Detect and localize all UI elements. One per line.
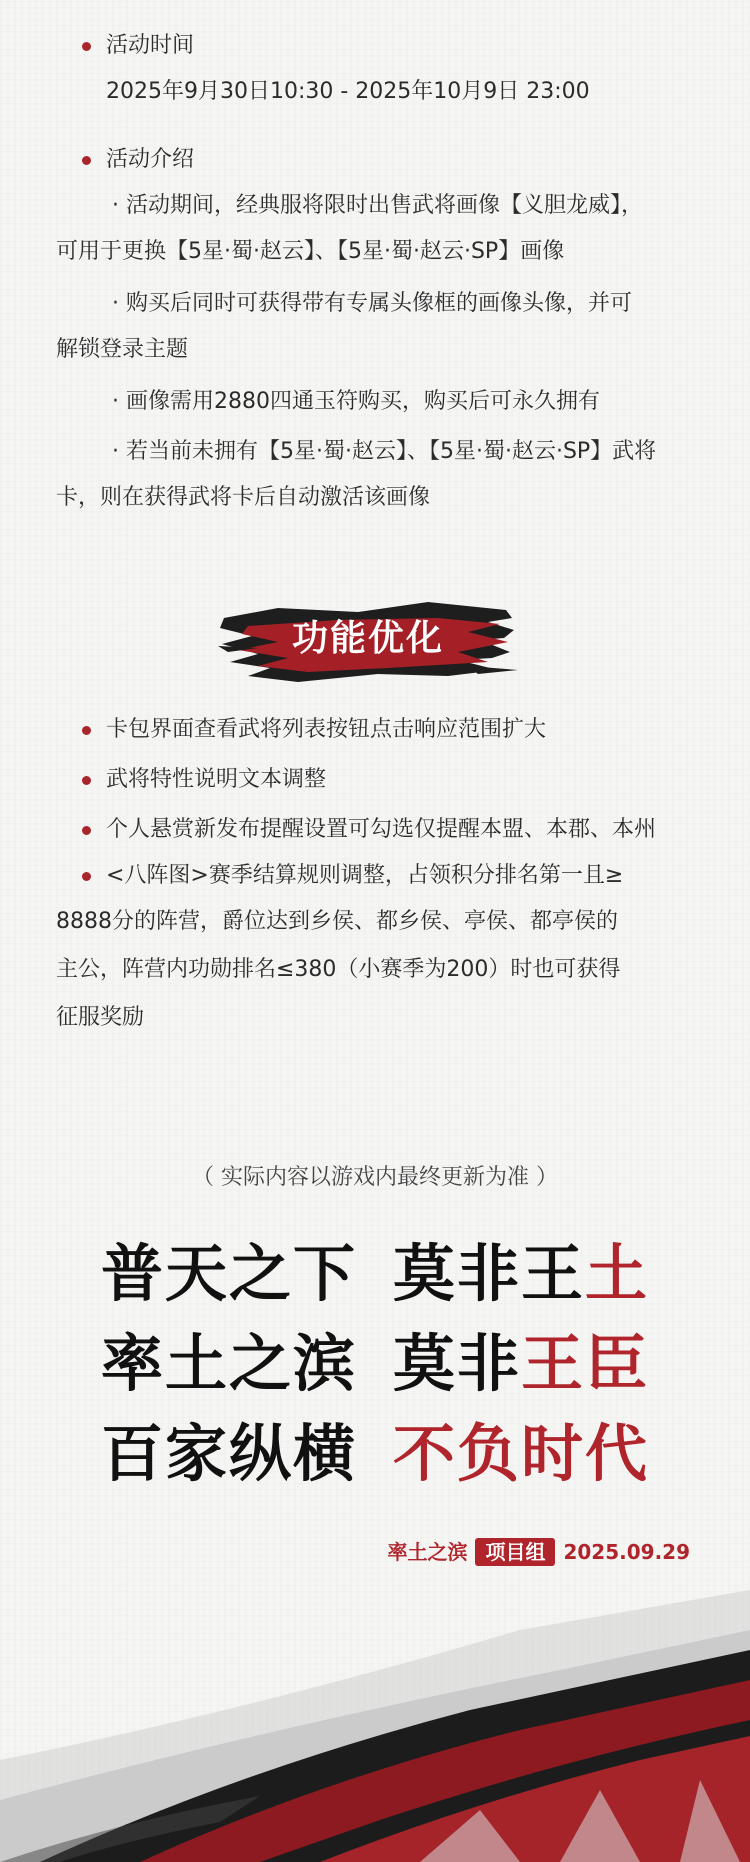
optimization-item: 个人悬赏新发布提醒设置可勾选仅提醒本盟、本郡、本州 [106,810,656,850]
optimization-continuation: 主公，阵营内功勋排名≤380（小赛季为200）时也可获得 [56,957,621,982]
slogan-line-3 [0,1414,750,1494]
slogan-phrase: 莫非王 [392,1237,585,1310]
slogan-line-2 [0,1324,750,1404]
time-value: 2025年9月30日10:30 - 2025年10月9日 23:00 [106,79,590,104]
signature-date: 2025.09.29 [563,1540,690,1564]
time-title: 活动时间 [106,26,194,66]
intro-line: · 画像需用2880四通玉符购买，购买后可永久拥有 [112,389,600,414]
intro-line: 解锁登录主题 [56,337,189,362]
intro-line: 可用于更换【5星·蜀·赵云】、【5星·蜀·赵云·SP】画像 [56,239,565,264]
slogan-phrase: 率土之滨 [100,1327,357,1400]
slogan-phrase: 普天之下 [100,1237,357,1310]
optimization-item: 卡包界面查看武将列表按钮点击响应范围扩大 [106,710,546,750]
slogan-phrase-red: 王臣 [521,1327,650,1400]
slogan-phrase: 莫非 [392,1327,521,1400]
intro-line: 卡，则在获得武将卡后自动激活该画像 [56,485,431,510]
signature-game: 率土之滨 [387,1540,468,1564]
intro-line: · 若当前未拥有【5星·蜀·赵云】、【5星·蜀·赵云·SP】武将 [112,439,657,464]
optimization-continuation: 8888分的阵营，爵位达到乡侯、都乡侯、亭侯、都亭侯的 [56,909,618,934]
slogan-line-1 [0,1234,750,1314]
slogan-phrase-red: 不负时代 [393,1417,650,1490]
optimization-continuation: 征服奖励 [56,1005,145,1030]
intro-line: · 活动期间，经典服将限时出售武将画像【义胆龙威】， [112,193,643,218]
banner-title: 功能优化 [291,618,444,659]
intro-line: · 购买后同时可获得带有专属头像框的画像头像，并可 [112,291,632,316]
slogan-phrase-red: 土 [585,1237,650,1310]
bottom-brush-decoration [0,1560,750,1862]
optimization-item: <八阵图>赛季结算规则调整，占领积分排名第一且≥ [106,856,623,896]
slogan-phrase: 百家纵横 [100,1417,357,1490]
signature-team: 项目组 [475,1538,555,1566]
disclaimer-note: （ 实际内容以游戏内最终更新为准 ） [192,1165,558,1190]
intro-title: 活动介绍 [106,140,194,180]
optimization-item: 武将特性说明文本调整 [106,760,326,800]
